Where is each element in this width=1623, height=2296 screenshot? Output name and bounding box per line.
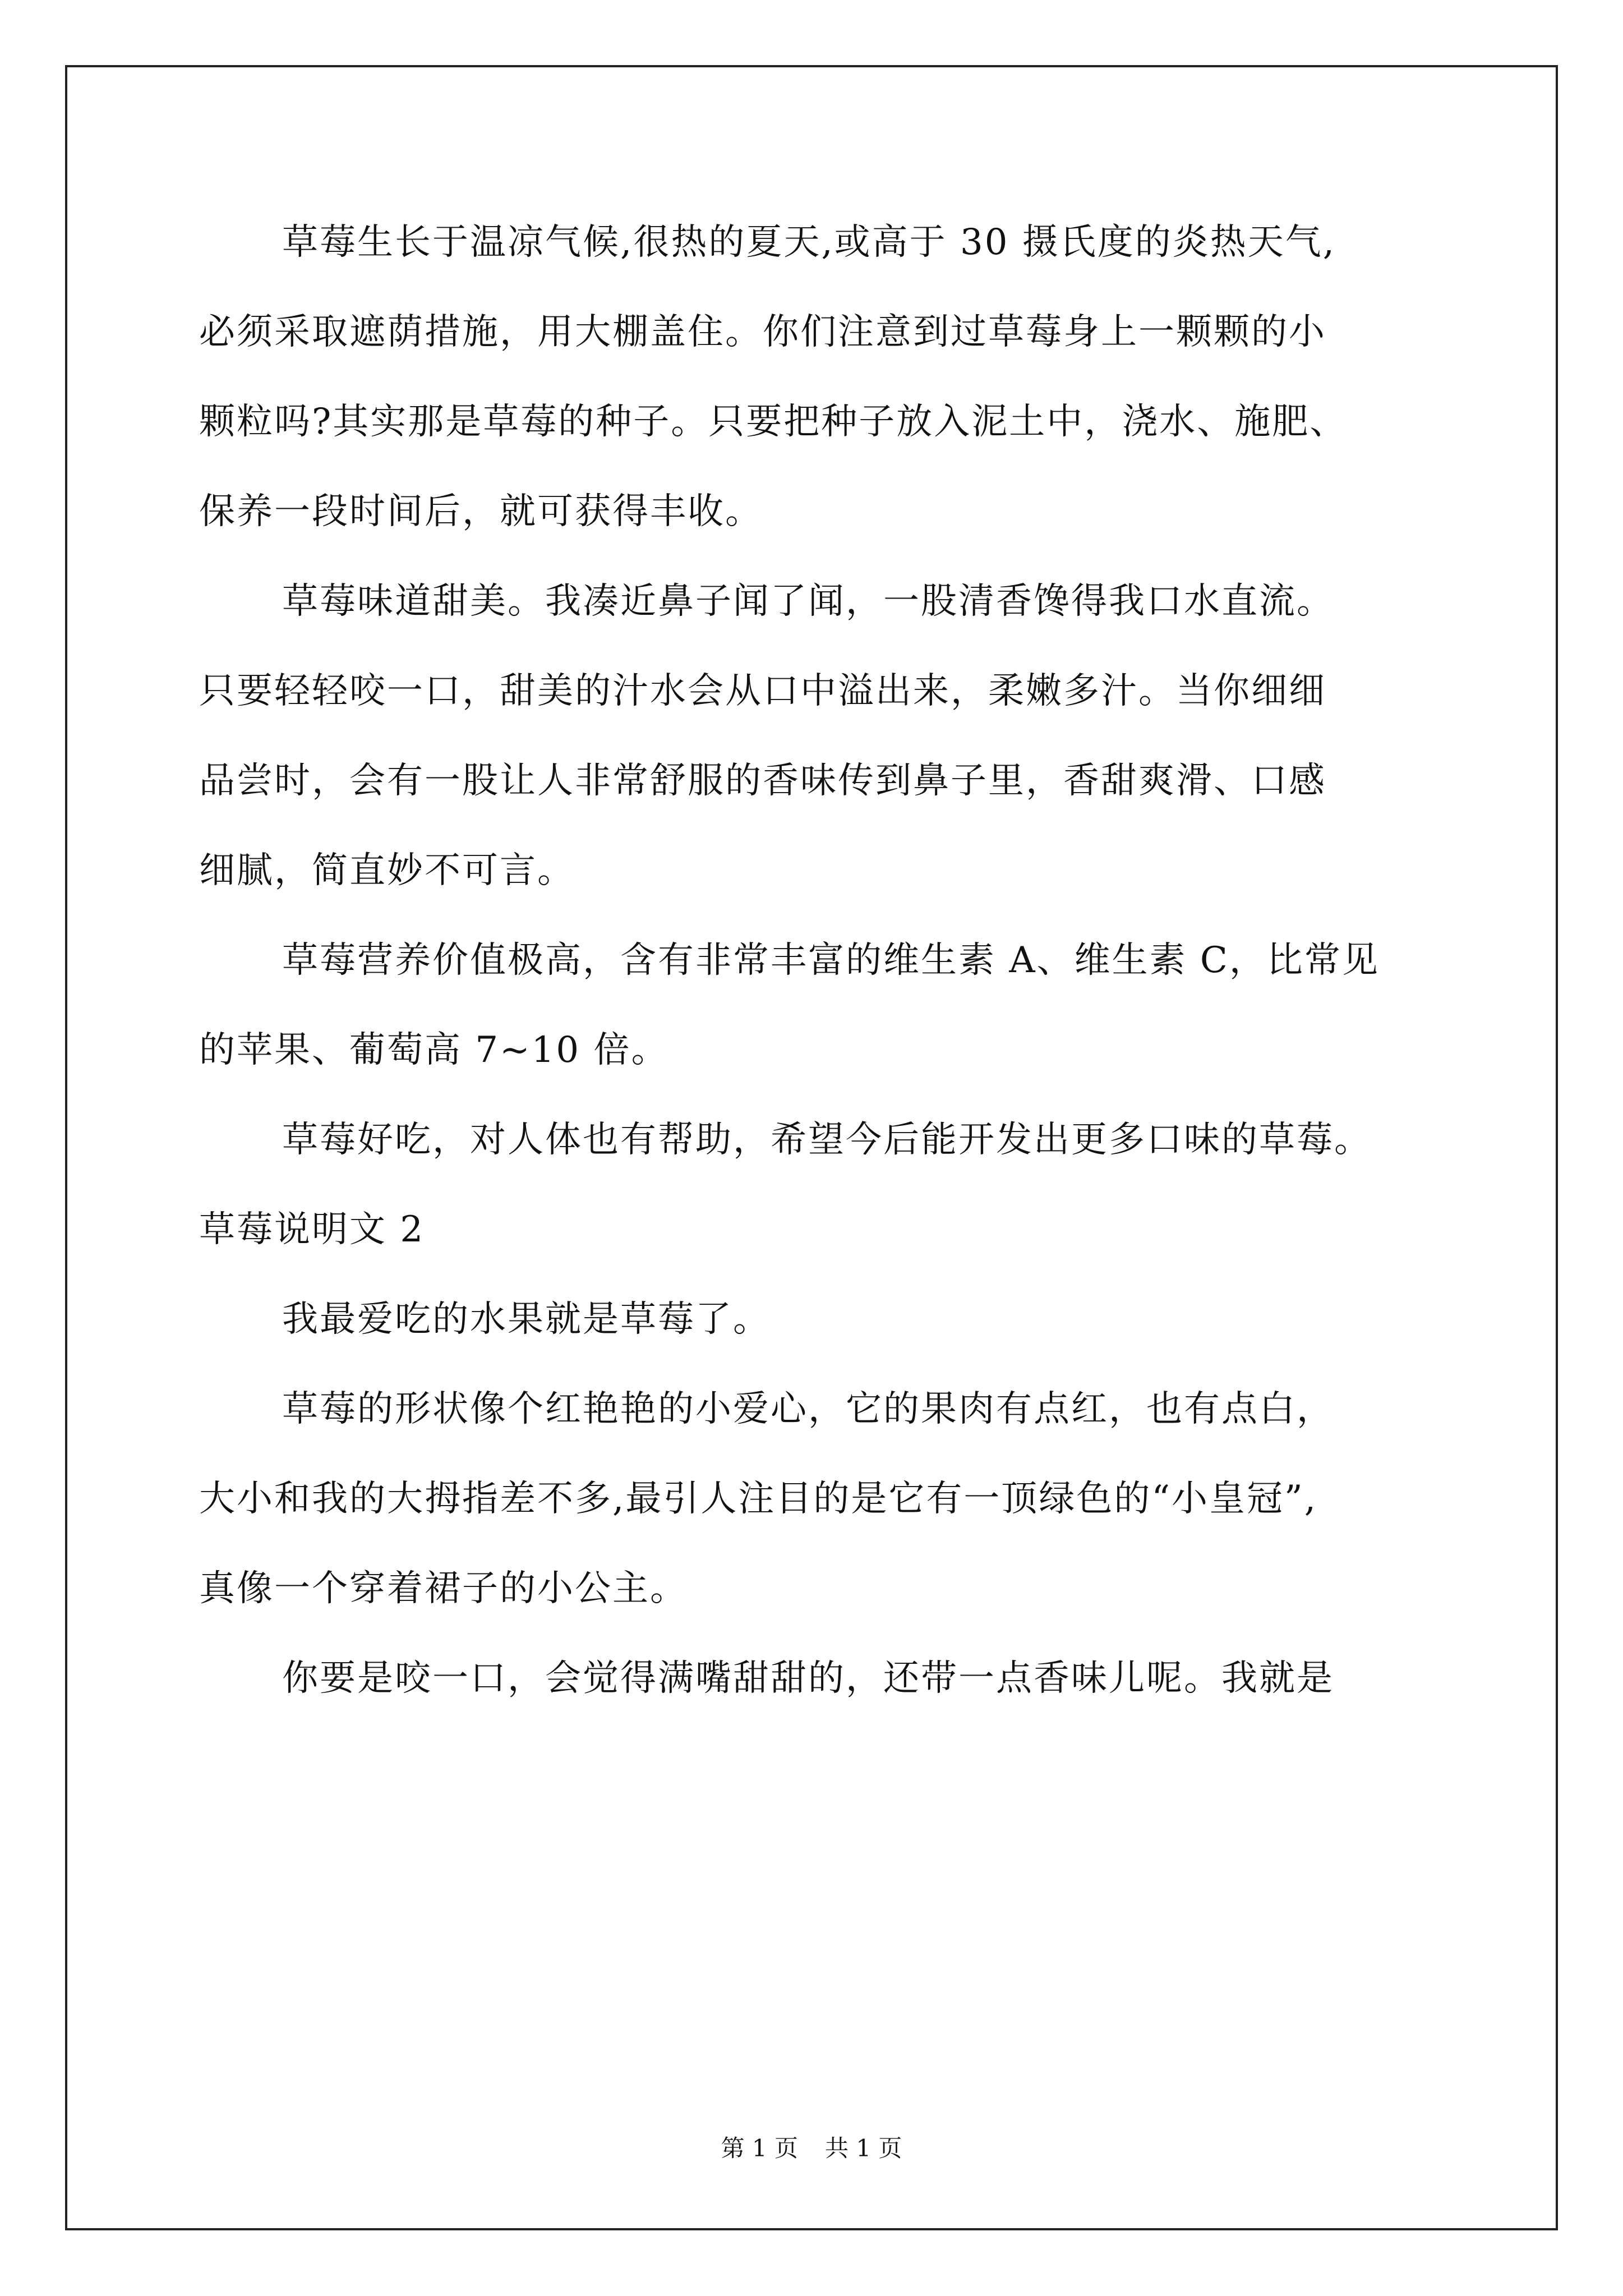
page-footer <box>0 2132 1623 2165</box>
text-line: 草莓营养价值极高，含有非常丰富的维生素 A、维生素 C，比常见 <box>282 940 1380 981</box>
text-line: 颗粒吗?其实那是草莓的种子。只要把种子放入泥土中，浇水、施肥、 <box>199 401 1348 443</box>
text-line: 品尝时，会有一股让人非常舒服的香味传到鼻子里，香甜爽滑、口感 <box>199 760 1326 802</box>
text-line: 的苹果、葡萄高 7~10 倍。 <box>199 1029 669 1071</box>
text-line: 必须采取遮荫措施，用大棚盖住。你们注意到过草莓身上一颗颗的小 <box>199 311 1326 353</box>
text-line: 草莓味道甜美。我凑近鼻子闻了闻，一股清香馋得我口水直流。 <box>282 581 1334 622</box>
text-line: 草莓好吃，对人体也有帮助，希望今后能开发出更多口味的草莓。 <box>282 1119 1372 1161</box>
text-line: 草莓的形状像个红艳艳的小爱心，它的果肉有点红，也有点白， <box>282 1388 1334 1430</box>
text-line: 只要轻轻咬一口，甜美的汁水会从口中溢出来，柔嫩多汁。当你细细 <box>199 670 1326 712</box>
section-heading: 草莓说明文 2 <box>199 1209 425 1250</box>
text-line: 大小和我的大拇指差不多,最引人注目的是它有一顶绿色的“小皇冠”, <box>199 1478 1318 1520</box>
text-line: 草莓生长于温凉气候,很热的夏天,或高于 30 摄氏度的炎热天气, <box>282 222 1336 263</box>
page-number: 第 1 页 <box>721 2134 798 2162</box>
text-line: 你要是咬一口，会觉得满嘴甜甜的，还带一点香味儿呢。我就是 <box>282 1658 1334 1699</box>
text-line: 真像一个穿着裙子的小公主。 <box>199 1568 688 1609</box>
text-line: 保养一段时间后，就可获得丰收。 <box>199 491 763 532</box>
document-body <box>199 209 1444 1734</box>
text-line: 细腻，简直妙不可言。 <box>199 850 575 891</box>
page-total: 共 1 页 <box>825 2134 902 2162</box>
text-line: 我最爱吃的水果就是草莓了。 <box>282 1299 771 1340</box>
